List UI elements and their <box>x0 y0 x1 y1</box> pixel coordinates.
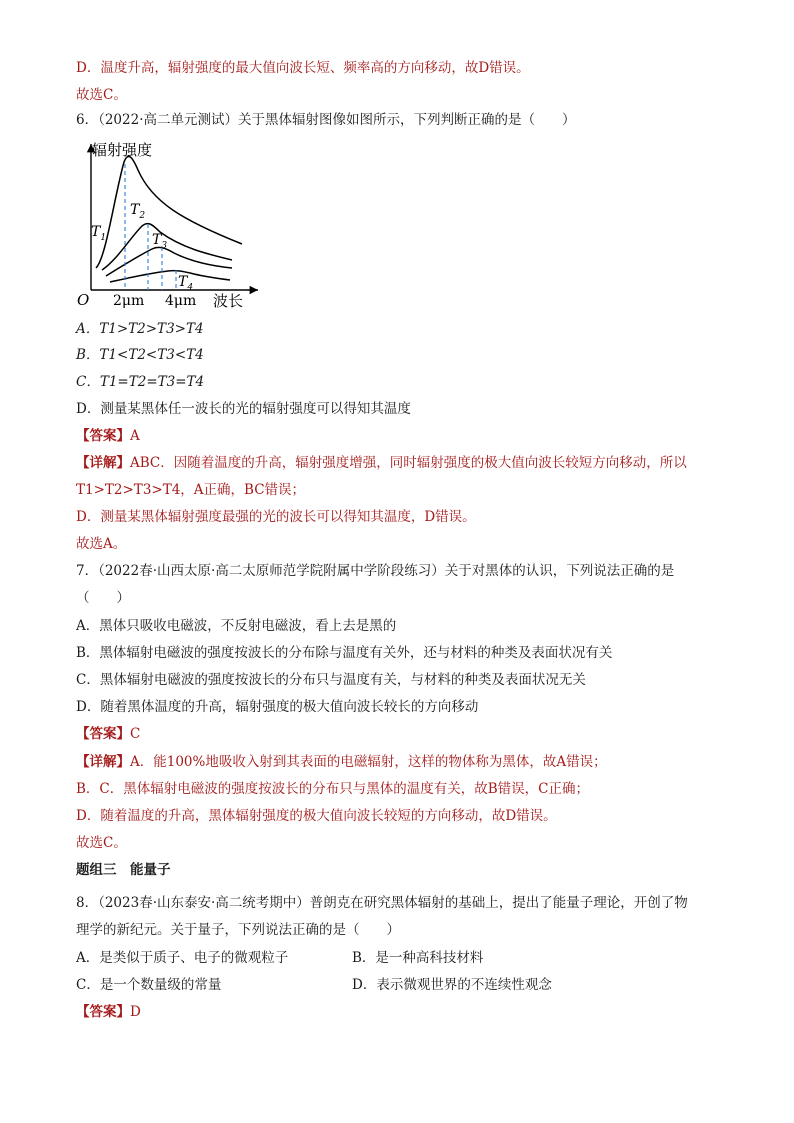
curve-t1 <box>96 156 242 268</box>
q6-option-b: B．T1<T2<T3<T4 <box>76 347 204 363</box>
q6-conclusion: 故选A。 <box>76 536 127 552</box>
q7-option-c: C．黑体辐射电磁波的强度按波长的分布只与温度有关，与材料的种类及表面状况无关 <box>76 672 586 688</box>
q6-option-c: C．T1=T2=T3=T4 <box>76 374 205 390</box>
q8-stem-2: 理学的新纪元。关于量子，下列说法正确的是（ ） <box>76 922 400 938</box>
q6-answer <box>76 427 140 445</box>
q8-option-b: B．是一种高科技材料 <box>352 950 484 966</box>
tick-2um: 2μm <box>113 293 145 309</box>
q8-option-d: D．表示微观世界的不连续性观念 <box>352 977 552 993</box>
origin-label: O <box>77 291 90 309</box>
x-axis-label: 波长 <box>213 292 244 310</box>
curve-t4 <box>110 271 230 282</box>
q5-option-d: D．温度升高，辐射强度的最大值向波长短、频率高的方向移动，故D错误。 <box>76 60 530 76</box>
detail-text: ABC．因随着温度的升高，辐射强度增强，同时辐射强度的极大值向波长较短方向移动，所以 <box>130 455 687 471</box>
answer-value: C <box>130 726 141 742</box>
label-t1: $T_1$ <box>91 224 107 243</box>
q7-detail-3: D．随着温度的升高，黑体辐射强度的极大值向波长较短的方向移动，故D错误。 <box>76 808 557 824</box>
q6-option-d: D．测量某黑体任一波长的光的辐射强度可以得知其温度 <box>76 401 411 417</box>
q7-detail-1 <box>76 753 607 771</box>
y-axis-label: 辐射强度 <box>92 141 153 159</box>
answer-value: A <box>130 428 140 444</box>
label-t2: $T_2$ <box>130 202 146 221</box>
q6-stem: 6．（2022·高二单元测试）关于黑体辐射图像如图所示，下列判断正确的是（ ） <box>76 112 576 128</box>
section-title: 题组三 能量子 <box>76 862 171 878</box>
q6-detail-3: D．测量某黑体辐射强度最强的光的波长可以得知其温度，D错误。 <box>76 509 476 525</box>
answer-value: D <box>130 1004 141 1020</box>
q6-option-a: A．T1>T2>T3>T4 <box>76 321 204 337</box>
q7-stem-2: （ ） <box>76 590 130 606</box>
q7-conclusion: 故选C。 <box>76 835 127 851</box>
detail-label: 【详解】 <box>76 455 130 471</box>
q8-option-c: C．是一个数量级的常量 <box>76 977 222 993</box>
detail-label: 【详解】 <box>76 754 130 770</box>
q6-detail-1 <box>76 454 687 472</box>
answer-label: 【答案】 <box>76 726 130 742</box>
label-t4: $T_4$ <box>178 274 194 293</box>
q7-option-b: B．黑体辐射电磁波的强度按波长的分布除与温度有关外，还与材料的种类及表面状况有关 <box>76 645 613 661</box>
q8-answer <box>76 1003 141 1021</box>
q8-stem-1: 8．（2023春·山东泰安·高二统考期中）普朗克在研究黑体辐射的基础上，提出了能量子理论，开创了物 <box>76 895 688 911</box>
q7-answer <box>76 725 140 743</box>
blackbody-radiation-figure <box>72 138 262 310</box>
tick-4um: 4μm <box>165 293 197 309</box>
detail-text: A．能100%地吸收入射到其表面的电磁辐射，这样的物体称为黑体，故A错误； <box>130 754 607 770</box>
q7-stem-1: 7．（2022春·山西太原·高二太原师范学院附属中学阶段练习）关于对黑体的认识，下列说法正确的是 <box>76 563 675 579</box>
q6-detail-2: T1>T2>T3>T4，A正确，BC错误； <box>76 482 306 498</box>
answer-label: 【答案】 <box>76 1004 130 1020</box>
q7-option-d: D．随着黑体温度的升高，辐射强度的极大值向波长较长的方向移动 <box>76 699 479 715</box>
q8-option-a: A．是类似于质子、电子的微观粒子 <box>76 950 289 966</box>
label-t3: $T_3$ <box>152 232 168 251</box>
answer-label: 【答案】 <box>76 428 130 444</box>
q7-option-a: A．黑体只吸收电磁波，不反射电磁波，看上去是黑的 <box>76 618 397 634</box>
q7-detail-2: B．C．黑体辐射电磁波的强度按波长的分布只与黑体的温度有关，故B错误，C正确； <box>76 781 589 797</box>
q5-conclusion: 故选C。 <box>76 87 127 103</box>
